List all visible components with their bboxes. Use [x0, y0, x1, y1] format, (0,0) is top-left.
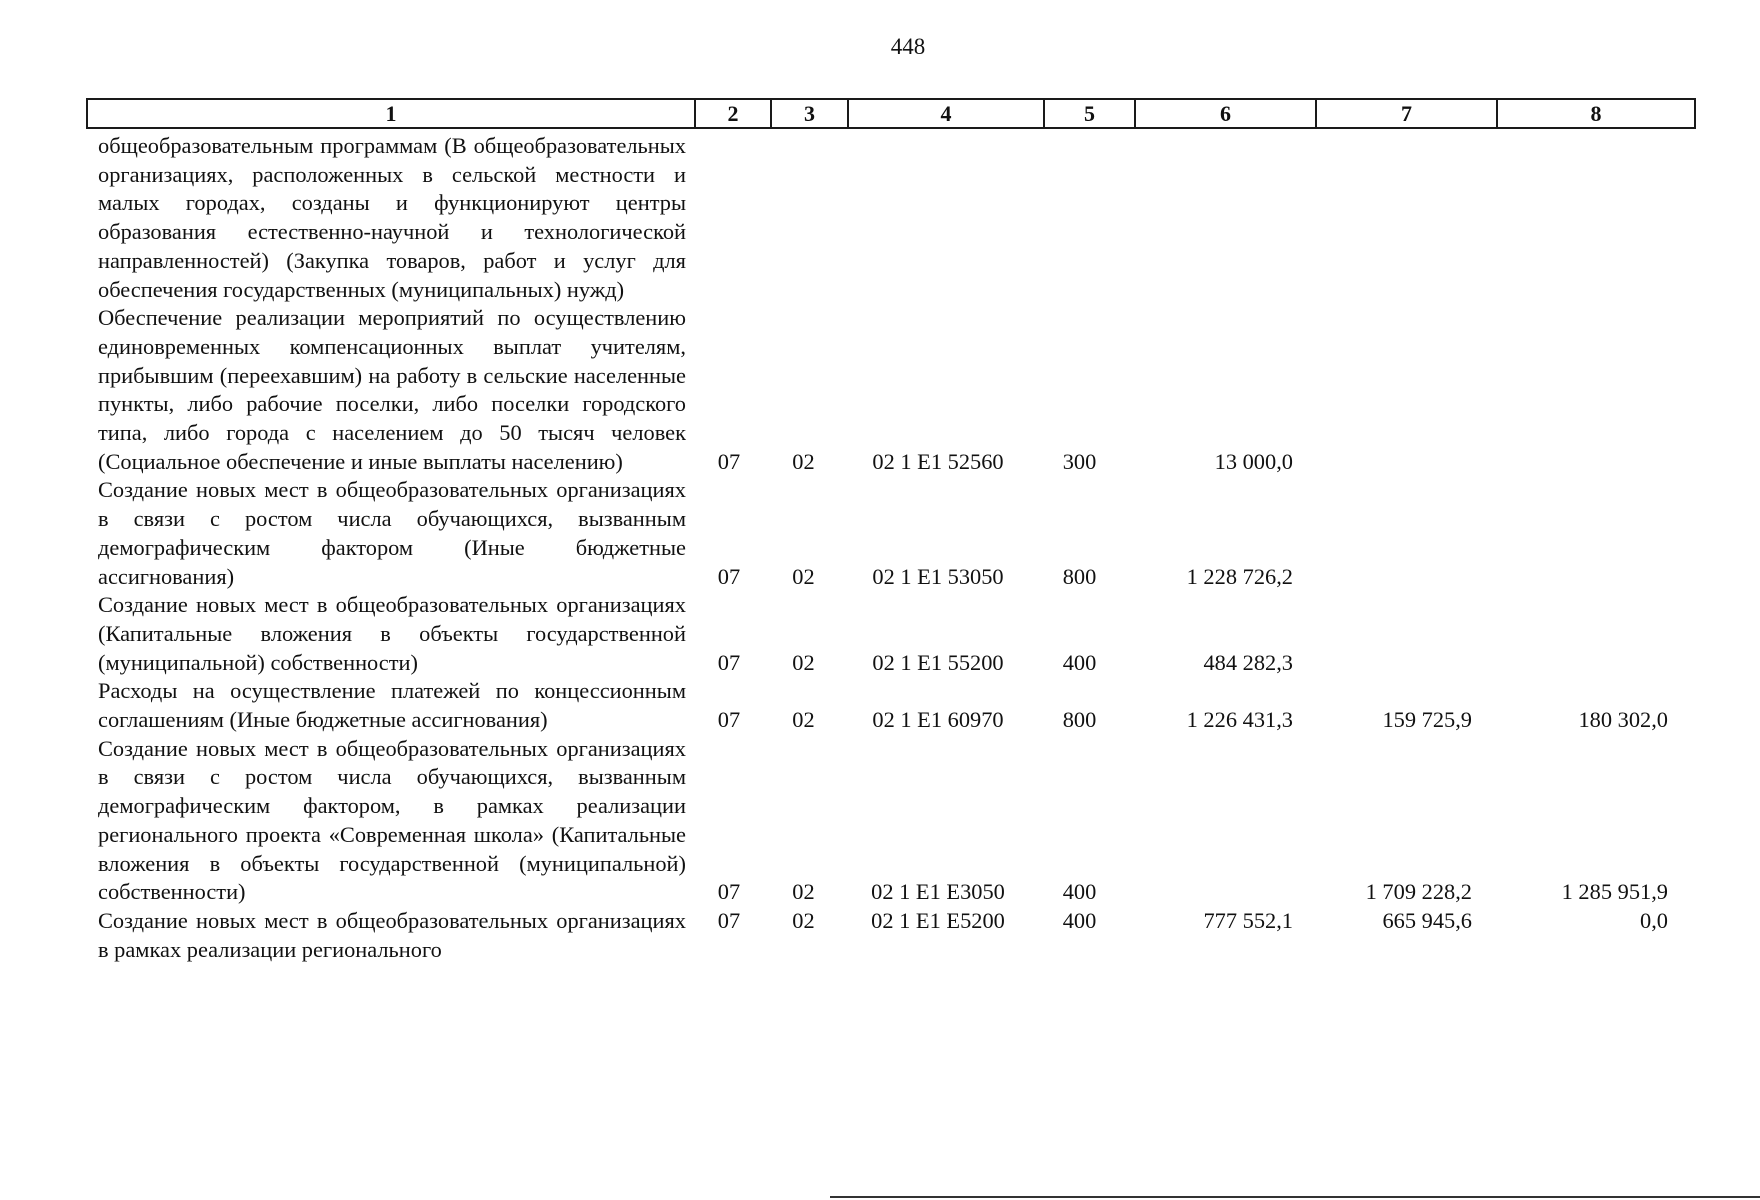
row-subsection: 02 — [792, 448, 815, 474]
table-row — [86, 132, 1678, 304]
row-amount-col8 — [1482, 132, 1678, 304]
row-description: общеобразовательным программам (В общеобразовательных организациях, расположенных в сельской местности и малых городах, созданы и функционируют центры образования естественно-научной и технологической направленностей) (Закупка товаров, работ и услуг для обеспечения государственных (муниципальных) нужд) — [98, 133, 686, 302]
row-amount-col6: 484 282,3 — [1203, 649, 1293, 675]
row-amount-col6: 1 226 431,3 — [1186, 707, 1293, 733]
row-subsection: 02 — [792, 879, 815, 905]
row-target-article — [841, 132, 1035, 304]
row-target-article: 02 1 E1 52560 — [872, 448, 1004, 474]
row-section — [692, 132, 766, 304]
column-header-3: 3 — [771, 99, 848, 128]
row-section: 07 — [717, 448, 741, 474]
table-row — [86, 907, 1678, 964]
row-description: Создание новых мест в общеобразовательных организациях (Капитальные вложения в объекты государственной (муниципальной) собственности) — [98, 592, 686, 675]
row-amount-col7 — [1303, 304, 1482, 476]
row-amount-col8: 0,0 — [1640, 907, 1668, 933]
row-target-article: 02 1 E1 E5200 — [871, 907, 1005, 933]
row-amount-col7 — [1303, 132, 1482, 304]
column-header-5: 5 — [1044, 99, 1135, 128]
row-section: 07 — [717, 707, 741, 733]
row-subsection: 02 — [792, 649, 815, 675]
table-row — [86, 591, 1678, 677]
row-amount-col8: 180 302,0 — [1578, 707, 1668, 733]
row-description: Обеспечение реализации мероприятий по осуществлению единовременных компенсационных выплат учителям, прибывшим (переехавшим) на работу в сельские населенные пункты, либо рабочие поселки, либо поселки городского типа, либо города с населением до 50 тысяч человек (Социальное обеспечение и иные выплаты населению) — [98, 305, 686, 474]
row-target-article: 02 1 E1 E3050 — [871, 879, 1005, 905]
table-row — [86, 476, 1678, 591]
row-target-article: 02 1 E1 53050 — [872, 563, 1004, 589]
row-amount-col6: 1 228 726,2 — [1186, 563, 1293, 589]
row-amount-col6 — [1124, 735, 1303, 907]
row-expense-type: 400 — [1062, 649, 1097, 675]
column-header-1: 1 — [87, 99, 695, 128]
row-expense-type: 400 — [1062, 879, 1097, 905]
row-target-article: 02 1 E1 55200 — [872, 649, 1004, 675]
row-target-article: 02 1 E1 60970 — [872, 707, 1004, 733]
row-amount-col8 — [1482, 304, 1678, 476]
column-header-6: 6 — [1135, 99, 1316, 128]
row-subsection: 02 — [792, 563, 815, 589]
row-amount-col6 — [1124, 132, 1303, 304]
budget-table — [86, 132, 1678, 964]
row-description: Расходы на осуществление платежей по концессионным соглашениям (Иные бюджетные ассигнования) — [98, 678, 686, 733]
row-expense-type: 800 — [1062, 563, 1097, 589]
table-row — [86, 735, 1678, 907]
table-row — [86, 304, 1678, 476]
column-header-4: 4 — [848, 99, 1044, 128]
row-description: Создание новых мест в общеобразовательных организациях в связи с ростом числа обучающихся, вызванным демографическим фактором, в рамках реализации регионального проекта «Современная школа» (Капитальные вложения в объекты государственной (муниципальной) собственности) — [98, 735, 686, 905]
column-header-7: 7 — [1316, 99, 1497, 128]
row-amount-col7: 665 945,6 — [1382, 907, 1472, 933]
row-amount-col8: 1 285 951,9 — [1561, 879, 1668, 905]
row-expense-type: 400 — [1062, 907, 1097, 933]
row-expense-type: 300 — [1062, 448, 1097, 474]
row-amount-col7: 1 709 228,2 — [1365, 879, 1472, 905]
row-expense-type: 800 — [1062, 707, 1097, 733]
row-subsection: 02 — [792, 907, 815, 933]
page-number: 448 — [890, 34, 926, 59]
row-description: Создание новых мест в общеобразовательных организациях в связи с ростом числа обучающихся, вызванным демографическим фактором (Иные бюджетные ассигнования) — [98, 477, 686, 589]
row-amount-col6: 13 000,0 — [1214, 448, 1293, 474]
row-section: 07 — [717, 649, 741, 675]
row-section: 07 — [717, 879, 741, 905]
row-amount-col6: 777 552,1 — [1203, 907, 1293, 933]
row-amount-col7: 159 725,9 — [1382, 707, 1472, 733]
row-description: Создание новых мест в общеобразовательных организациях в рамках реализации регионального — [98, 907, 686, 962]
column-header-row — [86, 98, 1696, 129]
table-row — [86, 677, 1678, 734]
row-amount-col8 — [1482, 591, 1678, 677]
row-amount-col7 — [1303, 476, 1482, 591]
column-header-8: 8 — [1497, 99, 1695, 128]
page-bottom-divider — [830, 1196, 1760, 1198]
column-header-2: 2 — [695, 99, 771, 128]
row-expense-type — [1035, 132, 1124, 304]
row-subsection: 02 — [792, 707, 815, 733]
row-section: 07 — [717, 907, 741, 933]
row-section: 07 — [717, 563, 741, 589]
row-amount-col7 — [1303, 591, 1482, 677]
row-amount-col8 — [1482, 476, 1678, 591]
row-subsection — [766, 132, 841, 304]
